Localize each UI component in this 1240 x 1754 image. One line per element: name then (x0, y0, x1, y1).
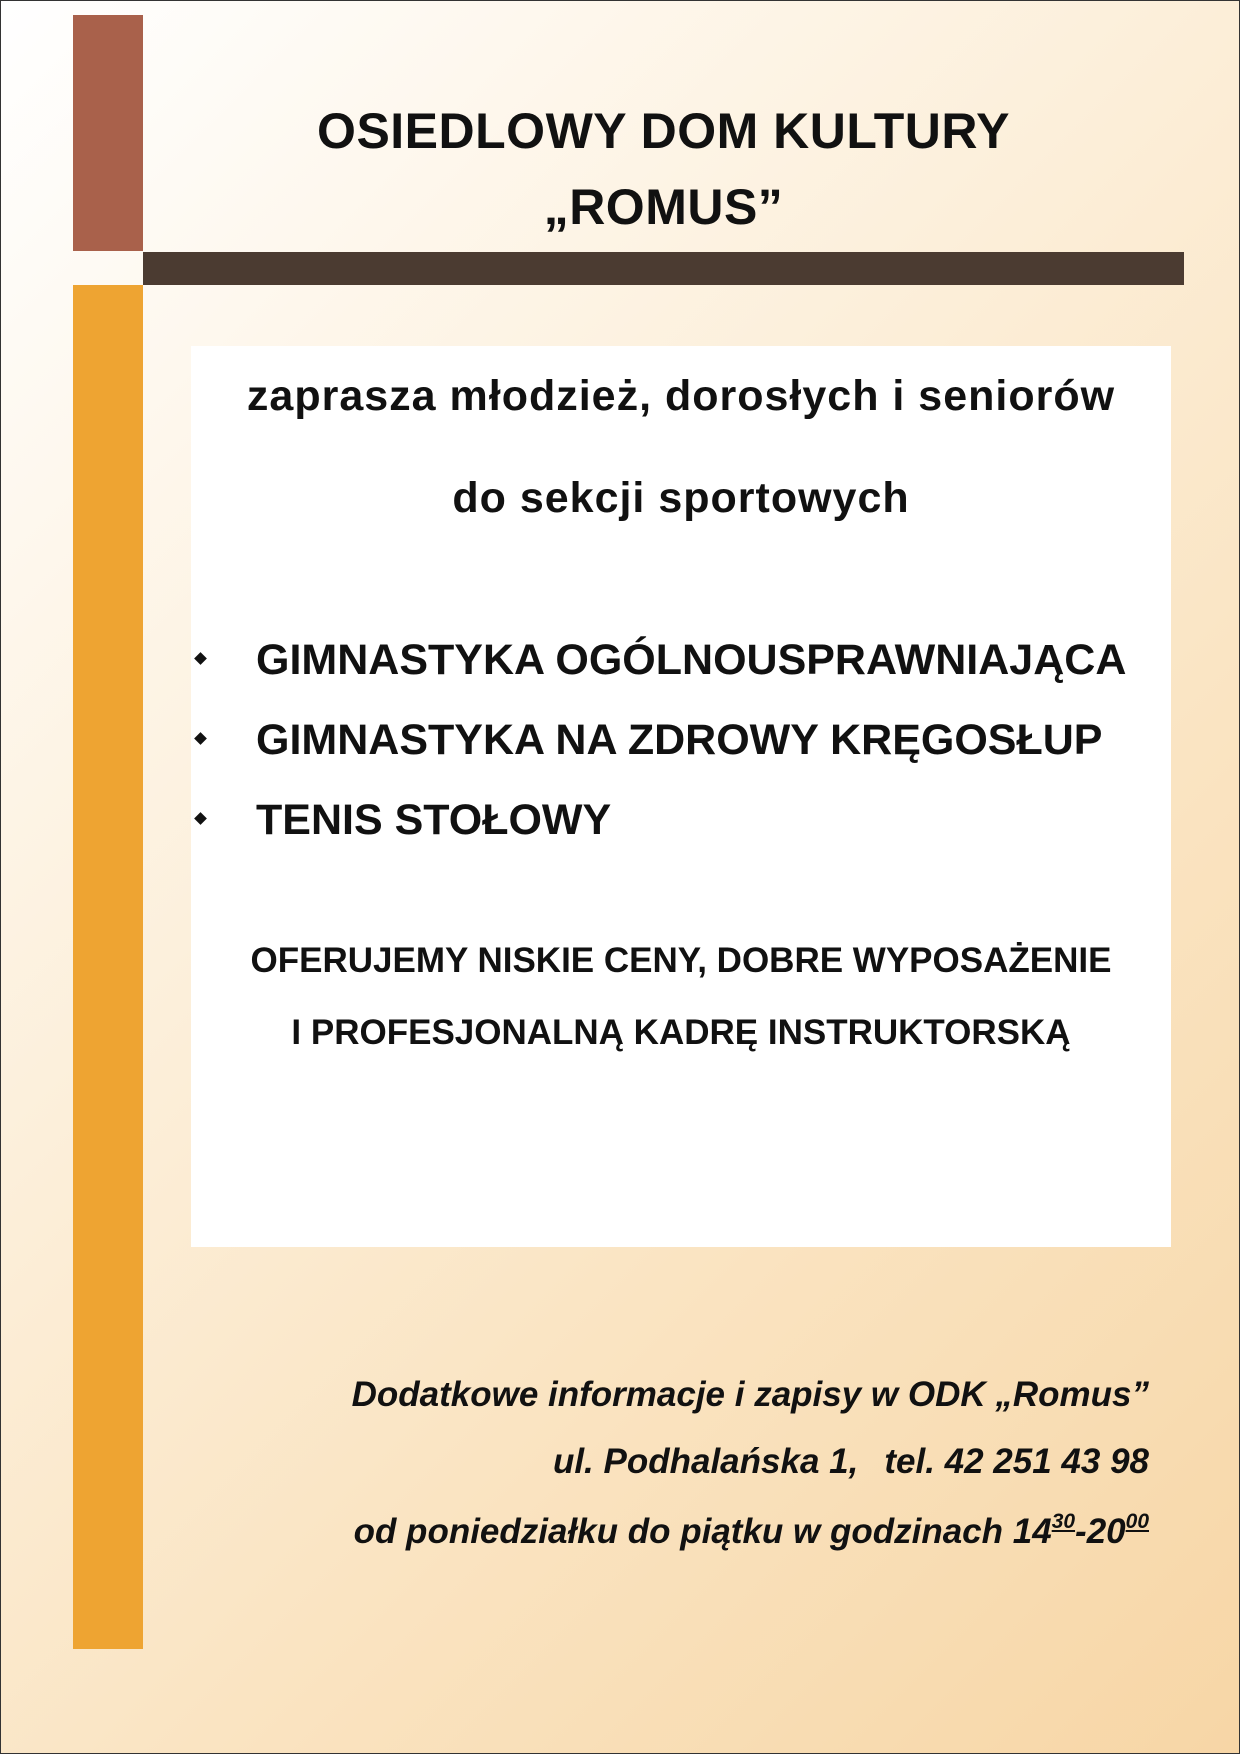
content-panel (191, 346, 1171, 1247)
title-line-2: „ROMUS” (543, 179, 784, 235)
invite-line-2: do sekcji sportowych (452, 474, 910, 522)
sports-list (191, 632, 1171, 872)
bullet-icon (194, 812, 207, 825)
invite-line-1: zaprasza młodzież, dorosłych i seniorów (246, 372, 1116, 420)
list-item (191, 632, 1171, 712)
dark-divider-bar (143, 252, 1184, 285)
contact-line (553, 1442, 1149, 1482)
list-item (191, 712, 1171, 792)
info-line: Dodatkowe informacje i zapisy w ODK „Romus” (351, 1375, 1149, 1414)
bullet-icon (194, 732, 207, 745)
offer-line-2: I PROFESJONALNĄ KADRĘ INSTRUKTORSKĄ (291, 1013, 1071, 1052)
bullet-icon (194, 652, 207, 665)
brown-accent-bar (73, 15, 143, 251)
address-text: ul. Podhalańska 1, (552, 1442, 859, 1481)
hours-start-minutes: 30 (1051, 1510, 1076, 1533)
orange-accent-bar (73, 285, 143, 1649)
sport-label: TENIS STOŁOWY (256, 796, 612, 844)
hours-prefix: od poniedziałku do piątku w godzinach 14 (353, 1512, 1052, 1551)
title-line-1: OSIEDLOWY DOM KULTURY (317, 103, 1010, 159)
list-item (191, 792, 1171, 872)
phone-text: tel. 42 251 43 98 (884, 1442, 1149, 1481)
offer-line-1: OFERUJEMY NISKIE CENY, DOBRE WYPOSAŻENIE (250, 941, 1112, 980)
sport-label: GIMNASTYKA OGÓLNOUSPRAWNIAJĄCA (256, 636, 1127, 684)
hours-end-minutes: 00 (1125, 1510, 1149, 1533)
hours-separator: -20 (1075, 1512, 1126, 1551)
hours-line (354, 1510, 1149, 1552)
page-title (143, 93, 1184, 245)
sport-label: GIMNASTYKA NA ZDROWY KRĘGOSŁUP (256, 716, 1103, 764)
